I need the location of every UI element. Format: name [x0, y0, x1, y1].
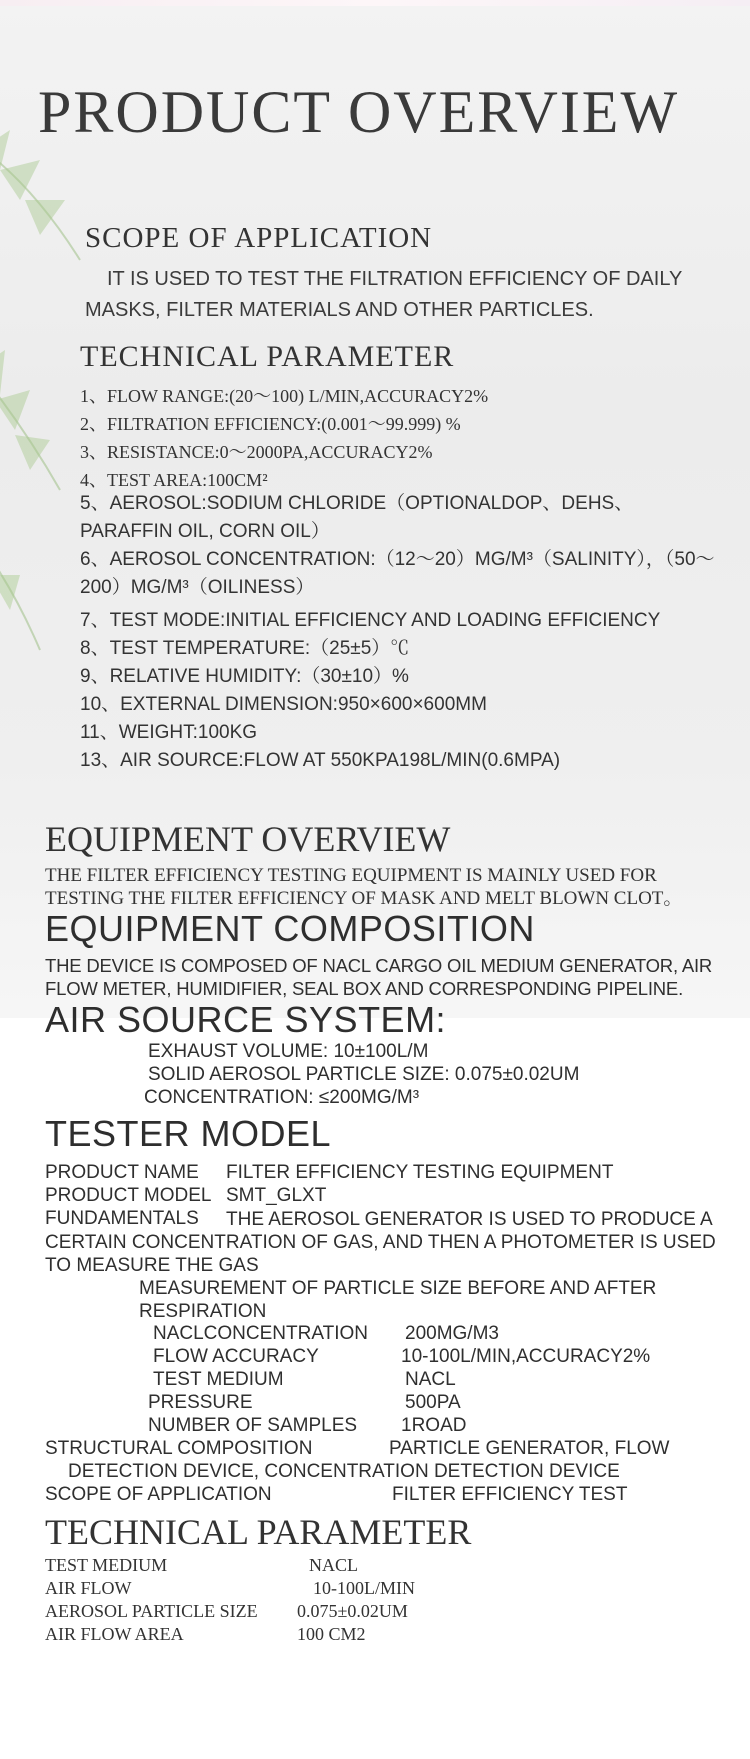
- structural-composition-value-cont: DETECTION DEVICE, CONCENTRATION DETECTION DEVICE: [68, 1461, 620, 1482]
- param-item: 10、EXTERNAL DIMENSION:950×600×600MM: [80, 694, 487, 715]
- equipment-composition-heading: EQUIPMENT COMPOSITION: [45, 908, 535, 949]
- structural-composition-label: STRUCTURAL COMPOSITION: [45, 1438, 313, 1459]
- spec-label: PRESSURE: [148, 1392, 253, 1413]
- param-item: 9、RELATIVE HUMIDITY:（30±10）%: [80, 666, 409, 687]
- air-source-line: EXHAUST VOLUME: 10±100L/M: [148, 1041, 429, 1062]
- product-name-label: PRODUCT NAME: [45, 1162, 199, 1183]
- scope-text: IT IS USED TO TEST THE FILTRATION EFFICIENCY OF DAILY MASKS, FILTER MATERIALS AND OTHER PARTICLES.: [85, 268, 682, 321]
- param-item: 5、AEROSOL:SODIUM CHLORIDE（OPTIONALDOP、DEHS、PARAFFIN OIL, CORN OIL）: [80, 493, 634, 542]
- param-item: 13、AIR SOURCE:FLOW AT 550KPA198L/MIN(0.6MPA): [80, 750, 561, 771]
- air-source-line: CONCENTRATION: ≤200MG/M³: [144, 1087, 420, 1108]
- product-model-label: PRODUCT MODEL: [45, 1185, 212, 1206]
- tp-value: NACL: [309, 1555, 358, 1575]
- equipment-overview-heading: EQUIPMENT OVERVIEW: [45, 819, 451, 859]
- param-item: 8、TEST TEMPERATURE:（25±5）℃: [80, 638, 410, 659]
- scope-of-application-label: SCOPE OF APPLICATION: [45, 1484, 272, 1505]
- air-source-heading: AIR SOURCE SYSTEM:: [45, 999, 447, 1040]
- param-item: 2、FILTRATION EFFICIENCY:(0.001～99.999) %: [80, 414, 461, 434]
- equipment-overview-text: THE FILTER EFFICIENCY TESTING EQUIPMENT IS MAINLY USED FOR TESTING THE FILTER EFFICIENCY OF MASK AND MELT BLOWN CLOT。: [45, 865, 683, 909]
- spec-label: FLOW ACCURACY: [153, 1346, 319, 1367]
- scope-of-application-value: FILTER EFFICIENCY TEST: [392, 1484, 628, 1505]
- technical-parameter-2-heading: TECHNICAL PARAMETER: [45, 1512, 472, 1552]
- spec-value: 500PA: [405, 1392, 461, 1413]
- spec-value: 200MG/M3: [405, 1323, 499, 1344]
- fundamentals-label: FUNDAMENTALS: [45, 1208, 199, 1229]
- tp-label: AIR FLOW: [45, 1578, 132, 1598]
- spec-value: 10-100L/MIN,ACCURACY2%: [401, 1346, 651, 1367]
- product-model-value: SMT_GLXT: [226, 1185, 327, 1206]
- tp-label: AEROSOL PARTICLE SIZE: [45, 1601, 258, 1621]
- measurement-text: MEASUREMENT OF PARTICLE SIZE BEFORE AND AFTER RESPIRATION: [139, 1278, 657, 1322]
- param-item: 3、RESISTANCE:0～2000PA,ACCURACY2%: [80, 442, 433, 462]
- spec-value: 1ROAD: [401, 1415, 467, 1436]
- spec-value: NACL: [405, 1369, 456, 1390]
- air-source-line: SOLID AEROSOL PARTICLE SIZE: 0.075±0.02UM: [148, 1064, 580, 1085]
- tp-value: 100 CM2: [297, 1624, 366, 1644]
- page-title: PRODUCT OVERVIEW: [38, 79, 680, 145]
- spec-label: NACLCONCENTRATION: [153, 1323, 368, 1344]
- technical-parameter-heading: TECHNICAL PARAMETER: [80, 340, 455, 373]
- structural-composition-value: PARTICLE GENERATOR, FLOW: [389, 1438, 670, 1459]
- scope-heading: SCOPE OF APPLICATION: [85, 222, 433, 254]
- spec-label: NUMBER OF SAMPLES: [148, 1415, 358, 1436]
- param-item: 1、FLOW RANGE:(20～100) L/MIN,ACCURACY2%: [80, 386, 489, 406]
- tester-model-heading: TESTER MODEL: [45, 1113, 332, 1154]
- param-item: 4、TEST AREA:100CM²: [80, 470, 268, 490]
- tp-value: 0.075±0.02UM: [297, 1601, 408, 1621]
- tp-label: TEST MEDIUM: [45, 1555, 168, 1575]
- param-item: 11、WEIGHT:100KG: [80, 722, 258, 743]
- tp-label: AIR FLOW AREA: [45, 1624, 184, 1644]
- param-item: 6、AEROSOL CONCENTRATION:（12～20）MG/M³（SALINITY），（50～200）MG/M³（OILINESS）: [80, 549, 715, 598]
- palm-leaf-decoration-icon: [0, 60, 90, 660]
- spec-label: TEST MEDIUM: [153, 1369, 284, 1390]
- equipment-composition-text: THE DEVICE IS COMPOSED OF NACL CARGO OIL MEDIUM GENERATOR, AIR FLOW METER, HUMIDIFIER, SEAL BOX AND CORRESPONDING PIPELINE.: [45, 955, 713, 999]
- tp-value: 10-100L/MIN: [313, 1578, 415, 1598]
- param-item: 7、TEST MODE:INITIAL EFFICIENCY AND LOADING EFFICIENCY: [80, 610, 661, 631]
- fundamentals-value: THE AEROSOL GENERATOR IS USED TO PRODUCE A CERTAIN CONCENTRATION OF GAS, AND THEN A PHOTOMETER IS USED TO MEASURE THE GAS: [45, 1209, 716, 1276]
- product-name-value: FILTER EFFICIENCY TESTING EQUIPMENT: [226, 1162, 614, 1183]
